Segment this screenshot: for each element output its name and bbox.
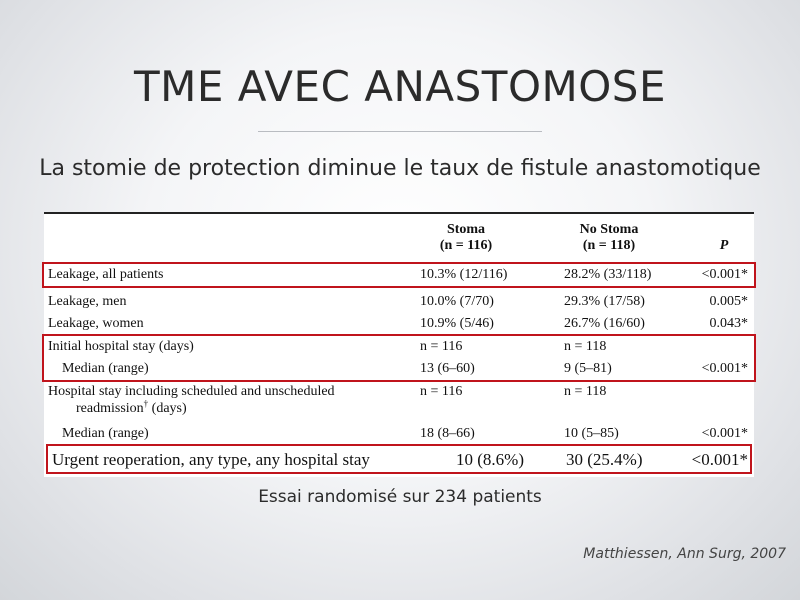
row-label: Median (range) bbox=[62, 361, 149, 376]
row-p-value: <0.001* bbox=[691, 450, 748, 469]
row-nostoma-value: 10 (5–85) bbox=[564, 426, 619, 441]
row-nostoma-value: 30 (25.4%) bbox=[566, 450, 643, 469]
row-label: Leakage, men bbox=[48, 294, 127, 309]
row-stoma-value: 10.9% (5/46) bbox=[420, 316, 494, 331]
row-stoma-value: 13 (6–60) bbox=[420, 361, 475, 376]
row-p-value: 0.005* bbox=[709, 294, 748, 309]
row-label-days: (days) bbox=[148, 401, 187, 416]
row-label: Leakage, women bbox=[48, 316, 144, 331]
row-label-readmission: readmission bbox=[76, 401, 144, 416]
header-nostoma bbox=[554, 222, 664, 254]
header-nostoma-title: No Stoma bbox=[579, 222, 639, 237]
row-label-continued bbox=[76, 398, 187, 417]
highlight-box-initial-stay bbox=[42, 334, 756, 382]
row-nostoma-value: n = 118 bbox=[564, 339, 607, 354]
row-nostoma-value: 28.2% (33/118) bbox=[564, 267, 652, 282]
row-stoma-value: 10.3% (12/116) bbox=[420, 267, 508, 282]
row-label: Median (range) bbox=[62, 426, 149, 441]
header-nostoma-n: (n = 118) bbox=[582, 238, 636, 253]
row-nostoma-value: n = 118 bbox=[564, 384, 607, 399]
row-p-value: 0.043* bbox=[709, 316, 748, 331]
results-table-image bbox=[44, 212, 754, 477]
row-label: Urgent reoperation, any type, any hospital stay bbox=[52, 450, 370, 469]
row-nostoma-value: 9 (5–81) bbox=[564, 361, 612, 376]
header-stoma bbox=[416, 222, 516, 254]
header-stoma-title: Stoma bbox=[446, 222, 486, 237]
table-top-rule bbox=[44, 212, 754, 214]
title-divider bbox=[258, 131, 542, 132]
highlight-box-reoperation bbox=[46, 444, 752, 474]
row-stoma-value: n = 116 bbox=[420, 339, 463, 354]
dagger-footnote-mark: † bbox=[143, 398, 149, 409]
slide-title: TME AVEC ANASTOMOSE bbox=[133, 62, 667, 111]
row-nostoma-value: 26.7% (16/60) bbox=[564, 316, 645, 331]
header-p: P bbox=[719, 238, 729, 253]
row-p-value: <0.001* bbox=[701, 426, 748, 441]
slide-subtitle: La stomie de protection diminue le taux de fistule anastomotique bbox=[39, 156, 761, 181]
row-stoma-value: 10 (8.6%) bbox=[456, 450, 524, 469]
trial-caption: Essai randomisé sur 234 patients bbox=[258, 487, 542, 507]
citation: Matthiessen, Ann Surg, 2007 bbox=[583, 546, 786, 562]
row-stoma-value: n = 116 bbox=[420, 384, 463, 399]
row-p-value: <0.001* bbox=[701, 361, 748, 376]
row-p-value: <0.001* bbox=[701, 267, 748, 282]
row-label: Initial hospital stay (days) bbox=[48, 339, 194, 354]
row-label: Leakage, all patients bbox=[48, 267, 164, 282]
row-stoma-value: 18 (8–66) bbox=[420, 426, 475, 441]
highlight-box-leakage bbox=[42, 262, 756, 288]
row-stoma-value: 10.0% (7/70) bbox=[420, 294, 494, 309]
row-label: Hospital stay including scheduled and unscheduled bbox=[48, 384, 335, 399]
header-stoma-n: (n = 116) bbox=[439, 238, 493, 253]
row-nostoma-value: 29.3% (17/58) bbox=[564, 294, 645, 309]
